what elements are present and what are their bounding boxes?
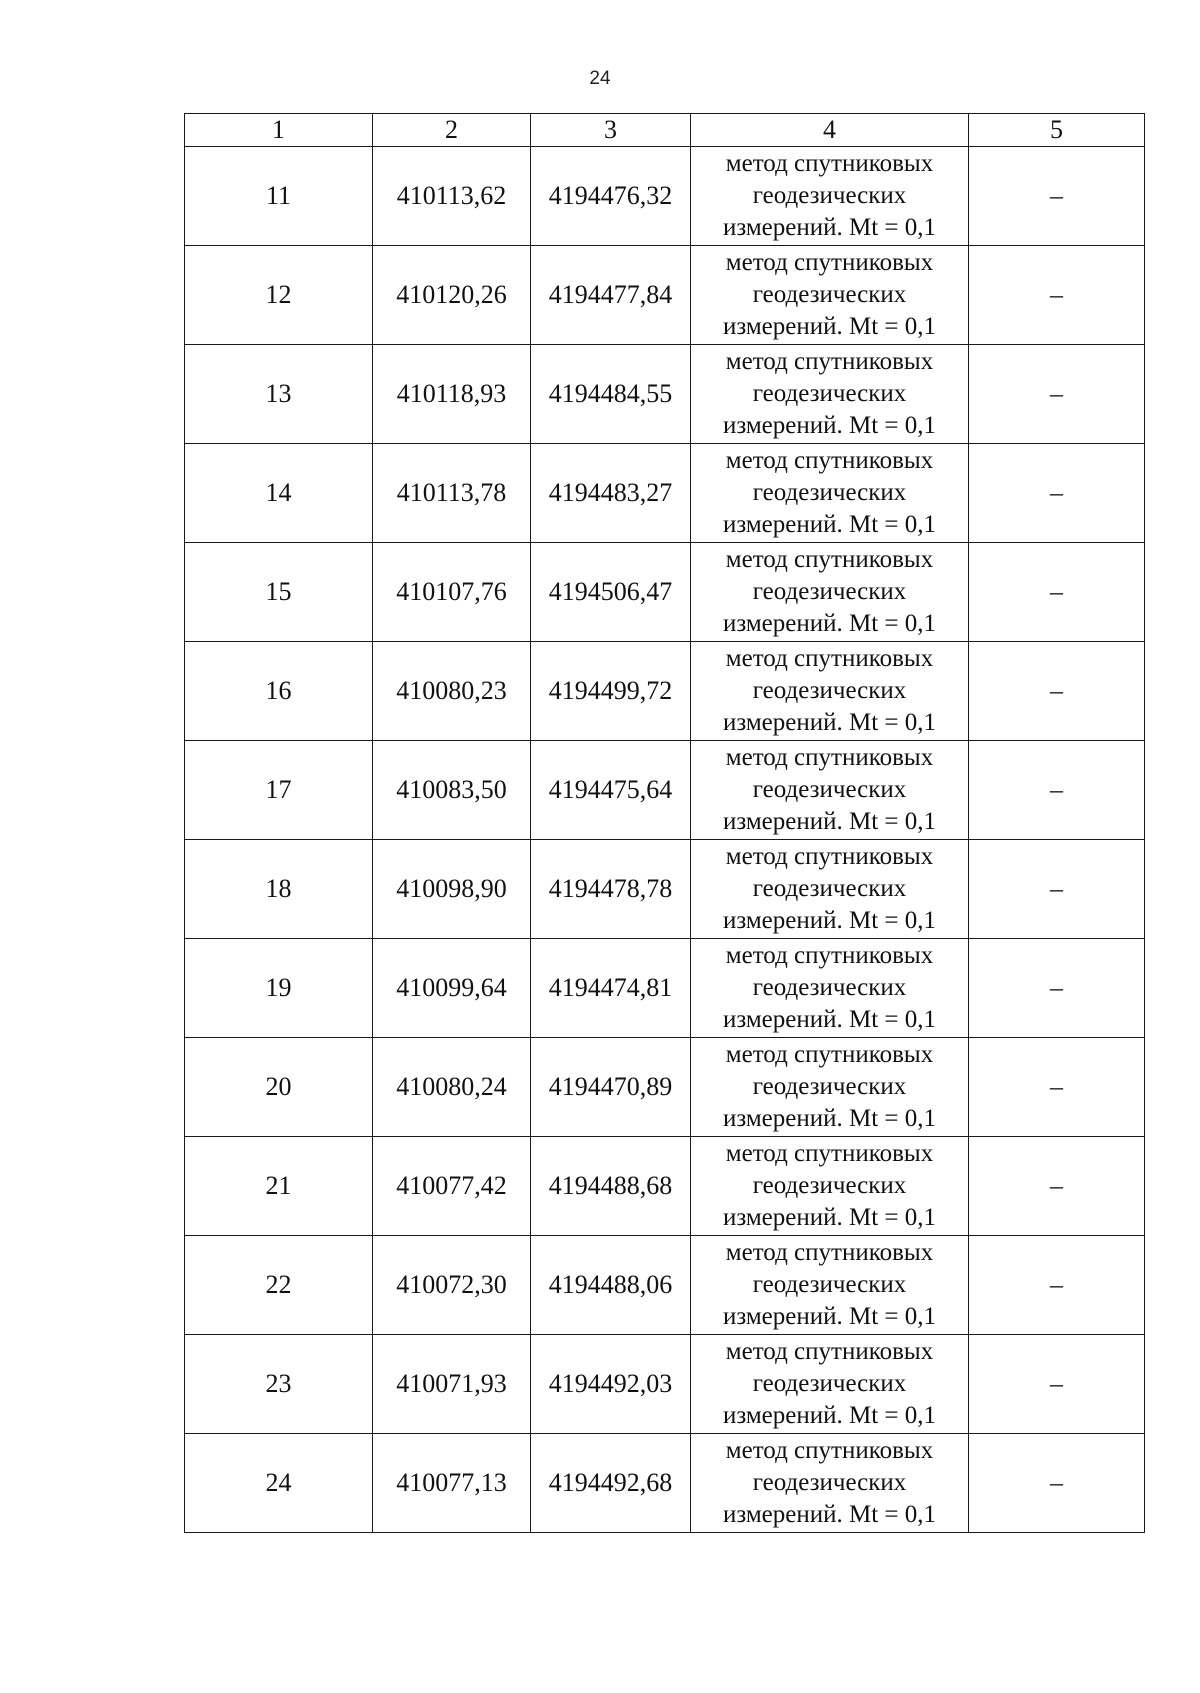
note-cell: – <box>969 741 1145 840</box>
y-coordinate-cell: 4194506,47 <box>531 543 691 642</box>
method-line: метод спутниковых <box>725 348 934 375</box>
point-number-cell: 22 <box>185 1236 373 1335</box>
method-line: метод спутниковых <box>725 645 934 672</box>
x-coordinate-cell: 410098,90 <box>373 840 531 939</box>
method-cell <box>691 147 969 246</box>
note-cell: – <box>969 939 1145 1038</box>
method-line: метод спутниковых <box>725 744 934 771</box>
point-number-cell: 24 <box>185 1434 373 1533</box>
method-line: геодезических <box>752 479 907 506</box>
point-number-cell: 20 <box>185 1038 373 1137</box>
method-line: измерений. Mt = 0,1 <box>722 1204 937 1231</box>
point-number-cell: 15 <box>185 543 373 642</box>
method-line: геодезических <box>752 578 907 605</box>
method-line: измерений. Mt = 0,1 <box>722 214 937 241</box>
table-header <box>185 114 1145 147</box>
method-line: метод спутниковых <box>725 1239 934 1266</box>
method-line: измерений. Mt = 0,1 <box>722 313 937 340</box>
method-line: измерений. Mt = 0,1 <box>722 1105 937 1132</box>
y-coordinate-cell: 4194492,68 <box>531 1434 691 1533</box>
point-number-cell: 21 <box>185 1137 373 1236</box>
method-line: измерений. Mt = 0,1 <box>722 709 937 736</box>
point-number-cell: 16 <box>185 642 373 741</box>
x-coordinate-cell: 410080,24 <box>373 1038 531 1137</box>
table-row <box>185 1137 1145 1236</box>
method-line: геодезических <box>752 182 907 209</box>
y-coordinate-cell: 4194477,84 <box>531 246 691 345</box>
method-line: геодезических <box>752 380 907 407</box>
method-line: геодезических <box>752 1073 907 1100</box>
table-row <box>185 444 1145 543</box>
table-row <box>185 939 1145 1038</box>
method-line: геодезических <box>752 1271 907 1298</box>
method-line: измерений. Mt = 0,1 <box>722 907 937 934</box>
table-row <box>185 840 1145 939</box>
method-line: геодезических <box>752 1172 907 1199</box>
coordinates-table <box>184 113 1145 1533</box>
method-line: измерений. Mt = 0,1 <box>722 1303 937 1330</box>
table-row <box>185 741 1145 840</box>
point-number-cell: 12 <box>185 246 373 345</box>
note-cell: – <box>969 1038 1145 1137</box>
method-cell <box>691 840 969 939</box>
method-line: измерений. Mt = 0,1 <box>722 610 937 637</box>
method-cell <box>691 345 969 444</box>
header-col-4: 4 <box>691 114 969 147</box>
method-line: геодезических <box>752 776 907 803</box>
method-line: метод спутниковых <box>725 1338 934 1365</box>
y-coordinate-cell: 4194474,81 <box>531 939 691 1038</box>
method-line: измерений. Mt = 0,1 <box>722 511 937 538</box>
method-line: измерений. Mt = 0,1 <box>722 1006 937 1033</box>
method-line: метод спутниковых <box>725 546 934 573</box>
table-row <box>185 147 1145 246</box>
header-col-1: 1 <box>185 114 373 147</box>
y-coordinate-cell: 4194478,78 <box>531 840 691 939</box>
header-col-5: 5 <box>969 114 1145 147</box>
method-line: метод спутниковых <box>725 1437 934 1464</box>
method-line: метод спутниковых <box>725 447 934 474</box>
y-coordinate-cell: 4194488,68 <box>531 1137 691 1236</box>
method-line: метод спутниковых <box>725 249 934 276</box>
x-coordinate-cell: 410113,62 <box>373 147 531 246</box>
page-number: 24 <box>589 68 611 89</box>
method-cell <box>691 642 969 741</box>
y-coordinate-cell: 4194476,32 <box>531 147 691 246</box>
method-cell <box>691 939 969 1038</box>
note-cell: – <box>969 147 1145 246</box>
note-cell: – <box>969 1137 1145 1236</box>
y-coordinate-cell: 4194488,06 <box>531 1236 691 1335</box>
note-cell: – <box>969 1335 1145 1434</box>
method-line: геодезических <box>752 875 907 902</box>
method-line: измерений. Mt = 0,1 <box>722 1501 937 1528</box>
method-cell <box>691 543 969 642</box>
method-line: геодезических <box>752 677 907 704</box>
method-cell <box>691 741 969 840</box>
table-row <box>185 246 1145 345</box>
method-cell <box>691 1335 969 1434</box>
table-row <box>185 642 1145 741</box>
point-number-cell: 18 <box>185 840 373 939</box>
x-coordinate-cell: 410077,13 <box>373 1434 531 1533</box>
x-coordinate-cell: 410072,30 <box>373 1236 531 1335</box>
x-coordinate-cell: 410080,23 <box>373 642 531 741</box>
y-coordinate-cell: 4194483,27 <box>531 444 691 543</box>
y-coordinate-cell: 4194492,03 <box>531 1335 691 1434</box>
point-number-cell: 17 <box>185 741 373 840</box>
method-cell <box>691 1236 969 1335</box>
table-row <box>185 543 1145 642</box>
method-cell <box>691 246 969 345</box>
header-col-3: 3 <box>531 114 691 147</box>
point-number-cell: 14 <box>185 444 373 543</box>
x-coordinate-cell: 410120,26 <box>373 246 531 345</box>
x-coordinate-cell: 410113,78 <box>373 444 531 543</box>
table-row <box>185 1038 1145 1137</box>
header-row <box>185 114 1145 147</box>
header-col-2: 2 <box>373 114 531 147</box>
method-line: геодезических <box>752 281 907 308</box>
point-number-cell: 13 <box>185 345 373 444</box>
method-line: метод спутниковых <box>725 150 934 177</box>
method-line: метод спутниковых <box>725 1041 934 1068</box>
table-row <box>185 1236 1145 1335</box>
method-line: метод спутниковых <box>725 843 934 870</box>
method-line: метод спутниковых <box>725 942 934 969</box>
point-number-cell: 23 <box>185 1335 373 1434</box>
method-line: измерений. Mt = 0,1 <box>722 808 937 835</box>
note-cell: – <box>969 1236 1145 1335</box>
x-coordinate-cell: 410077,42 <box>373 1137 531 1236</box>
x-coordinate-cell: 410099,64 <box>373 939 531 1038</box>
method-line: измерений. Mt = 0,1 <box>722 412 937 439</box>
table-row <box>185 345 1145 444</box>
table-row <box>185 1434 1145 1533</box>
note-cell: – <box>969 246 1145 345</box>
y-coordinate-cell: 4194484,55 <box>531 345 691 444</box>
note-cell: – <box>969 543 1145 642</box>
point-number-cell: 19 <box>185 939 373 1038</box>
table-body <box>185 147 1145 1533</box>
y-coordinate-cell: 4194475,64 <box>531 741 691 840</box>
x-coordinate-cell: 410071,93 <box>373 1335 531 1434</box>
method-cell <box>691 1137 969 1236</box>
point-number-cell: 11 <box>185 147 373 246</box>
method-line: геодезических <box>752 1370 907 1397</box>
method-line: измерений. Mt = 0,1 <box>722 1402 937 1429</box>
note-cell: – <box>969 840 1145 939</box>
note-cell: – <box>969 642 1145 741</box>
y-coordinate-cell: 4194470,89 <box>531 1038 691 1137</box>
table-row <box>185 1335 1145 1434</box>
note-cell: – <box>969 444 1145 543</box>
y-coordinate-cell: 4194499,72 <box>531 642 691 741</box>
note-cell: – <box>969 345 1145 444</box>
method-cell <box>691 444 969 543</box>
method-cell <box>691 1038 969 1137</box>
method-line: геодезических <box>752 974 907 1001</box>
method-line: метод спутниковых <box>725 1140 934 1167</box>
x-coordinate-cell: 410083,50 <box>373 741 531 840</box>
method-cell <box>691 1434 969 1533</box>
x-coordinate-cell: 410118,93 <box>373 345 531 444</box>
x-coordinate-cell: 410107,76 <box>373 543 531 642</box>
note-cell: – <box>969 1434 1145 1533</box>
method-line: геодезических <box>752 1469 907 1496</box>
